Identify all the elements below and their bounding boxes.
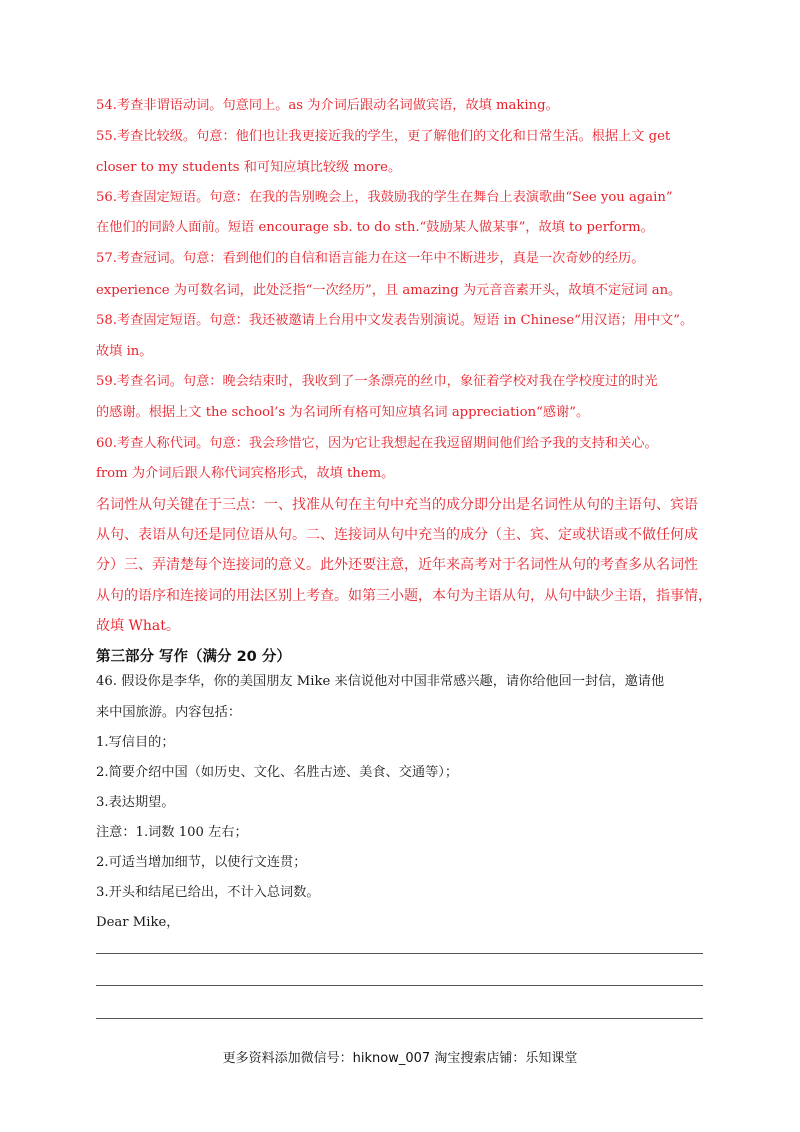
answer-line: 58.考查固定短语。句意：我还被邀请上台用中文发表告别演说。短语 in Chinese“用汉语；用中文”。 (96, 313, 694, 328)
task-line: 1.写信目的； (96, 735, 175, 750)
answer-line: 在他们的同龄人面前。短语 encourage sb. to do sth.“鼓励某人做某事”，故填 to perform。 (96, 220, 654, 235)
section-title: 第三部分 写作（满分 20 分） (96, 649, 291, 665)
note-line: 分）三、弄清楚每个连接词的意义。此外还要注意，近年来高考对于名词性从句的考查多从名词性 (96, 557, 698, 573)
answer-line: 56.考查固定短语。句意：在我的告别晚会上，我鼓励我的学生在舞台上表演歌曲“See you again” (96, 190, 673, 205)
task-line: 来中国旅游。内容包括： (96, 705, 242, 720)
answer-line: 60.考查人称代词。句意：我会珍惜它，因为它让我想起在我逗留期间他们给予我的支持和关心。 (96, 436, 658, 451)
task-line: 2.可适当增加细节，以使行文连贯； (96, 855, 307, 870)
task-line: 2.简要介绍中国（如历史、文化、名胜古迹、美食、交通等）； (96, 765, 459, 780)
answer-line: from 为介词后跟人称代词宾格形式，故填 them。 (96, 466, 395, 481)
note-line: 从句的语序和连接词的用法区别上考查。如第三小题，本句为主语从句，从句中缺少主语，指事情， (96, 588, 712, 604)
note-line: 名词性从句关键在于三点：一、找准从句在主句中充当的成分即分出是名词性从句的主语句、宾语 (96, 497, 698, 513)
answer-line: closer to my students 和可知应填比较级 more。 (96, 160, 402, 175)
task-line: 3.开头和结尾已给出，不计入总词数。 (96, 885, 320, 900)
page-footer: 更多资料添加微信号：hiknow_007 淘宝搜索店铺：乐知课堂 (222, 1051, 578, 1066)
task-line: 3.表达期望。 (96, 795, 175, 810)
task-line: 注意：1.词数 100 左右； (96, 825, 248, 840)
salutation: Dear Mike， (96, 915, 180, 930)
writing-line (96, 1018, 703, 1019)
answer-line: 的感谢。根据上文 the school’s 为名词所有格可知应填名词 appreciation“感谢”。 (96, 405, 590, 420)
answer-line: 故填 in。 (96, 344, 153, 359)
note-line: 从句、表语从句还是同位语从句。二、连接词从句中充当的成分（主、宾、定或状语或不做任何成 (96, 527, 698, 543)
answer-line: 57.考查冠词。句意：看到他们的自信和语言能力在这一年中不断进步，真是一次奇妙的经历。 (96, 251, 645, 266)
answer-line: 54.考查非谓语动词。句意同上。as 为介词后跟动名词做宾语，故填 making。 (96, 98, 559, 113)
task-line: 46. 假设你是李华，你的美国朋友 Mike 来信说他对中国非常感兴趣，请你给他回一封信，邀请他 (96, 674, 665, 689)
answer-line: experience 为可数名词，此处泛指“一次经历”，且 amazing 为元音音素开头，故填不定冠词 an。 (96, 283, 682, 298)
answer-line: 55.考查比较级。句意：他们也让我更接近我的学生，更了解他们的文化和日常生活。根据上文 get (96, 129, 671, 144)
writing-line (96, 953, 703, 954)
note-line: 故填 What。 (96, 618, 180, 634)
writing-line (96, 985, 703, 986)
answer-line: 59.考查名词。句意：晚会结束时，我收到了一条漂亮的丝巾，象征着学校对我在学校度过的时光 (96, 374, 658, 389)
